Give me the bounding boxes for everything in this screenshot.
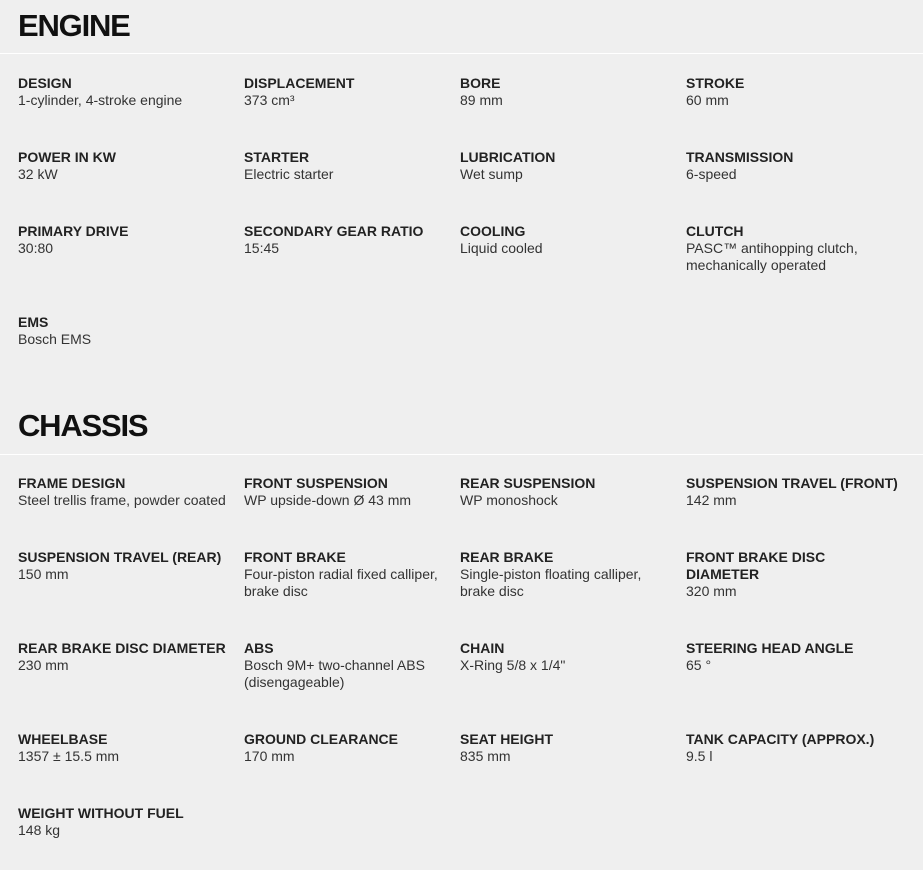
spec-label: CHAIN <box>460 640 505 656</box>
spec-label: DISPLACEMENT <box>244 75 355 91</box>
spec-value: WP monoshock <box>460 492 558 508</box>
spec-label: STROKE <box>686 75 745 91</box>
spec-value: PASC™ antihopping clutch, mechanically operated <box>686 240 858 273</box>
spec-rear-brake <box>460 549 660 600</box>
spec-value: 89 mm <box>460 92 503 108</box>
spec-value: 320 mm <box>686 583 737 599</box>
spec-value: WP upside-down Ø 43 mm <box>244 492 412 508</box>
spec-value: 32 kW <box>18 166 58 182</box>
spec-label: TANK CAPACITY (APPROX.) <box>686 731 875 747</box>
spec-value: 373 cm³ <box>244 92 295 108</box>
spec-label: PRIMARY DRIVE <box>18 223 129 239</box>
spec-label: TRANSMISSION <box>686 149 794 165</box>
spec-value: 15:45 <box>244 240 280 256</box>
spec-label: FRONT BRAKE <box>244 549 346 565</box>
spec-label: WHEELBASE <box>18 731 108 747</box>
spec-ems <box>18 314 240 348</box>
spec-label: REAR SUSPENSION <box>460 475 596 491</box>
chassis-section-title: CHASSIS <box>18 408 148 443</box>
spec-cooling <box>460 223 682 257</box>
spec-value: 30:80 <box>18 240 54 256</box>
spec-label: STARTER <box>244 149 310 165</box>
spec-value: 65 ° <box>686 657 712 673</box>
spec-label: FRAME DESIGN <box>18 475 126 491</box>
spec-frame-design <box>18 475 240 509</box>
spec-clutch <box>686 223 886 274</box>
spec-label: REAR BRAKE <box>460 549 554 565</box>
spec-suspension-travel-front <box>686 475 908 509</box>
engine-divider <box>0 53 923 54</box>
spec-label: GROUND CLEARANCE <box>244 731 398 747</box>
spec-front-brake-disc-diameter <box>686 549 876 600</box>
spec-label: BORE <box>460 75 501 91</box>
spec-front-suspension <box>244 475 454 509</box>
spec-value: Bosch EMS <box>18 331 92 347</box>
spec-value: 6-speed <box>686 166 737 182</box>
spec-design <box>18 75 240 109</box>
spec-label: FRONT BRAKE DISC DIAMETER <box>686 549 826 582</box>
spec-label: COOLING <box>460 223 526 239</box>
spec-rear-suspension <box>460 475 682 509</box>
spec-value: Single-piston floating calliper, brake disc <box>460 566 642 599</box>
spec-starter <box>244 149 454 183</box>
spec-front-brake <box>244 549 454 600</box>
spec-value: 9.5 l <box>686 748 713 764</box>
spec-value: Bosch 9M+ two-channel ABS (disengageable) <box>244 657 425 690</box>
spec-suspension-travel-rear <box>18 549 240 583</box>
chassis-divider <box>0 454 923 455</box>
spec-value: 1357 ± 15.5 mm <box>18 748 120 764</box>
spec-value: 142 mm <box>686 492 737 508</box>
spec-label: ABS <box>244 640 274 656</box>
spec-stroke <box>686 75 908 109</box>
spec-value: Wet sump <box>460 166 523 182</box>
spec-label: FRONT SUSPENSION <box>244 475 388 491</box>
spec-value: 170 mm <box>244 748 295 764</box>
spec-secondary-gear-ratio <box>244 223 454 257</box>
spec-label: DESIGN <box>18 75 72 91</box>
spec-seat-height <box>460 731 682 765</box>
spec-steering-head-angle <box>686 640 908 674</box>
spec-value: Steel trellis frame, powder coated <box>18 492 226 508</box>
spec-label: SUSPENSION TRAVEL (REAR) <box>18 549 222 565</box>
spec-label: STEERING HEAD ANGLE <box>686 640 854 656</box>
spec-ground-clearance <box>244 731 454 765</box>
spec-value: 148 kg <box>18 822 61 838</box>
spec-label: EMS <box>18 314 49 330</box>
spec-value: Liquid cooled <box>460 240 543 256</box>
spec-rear-brake-disc-diameter <box>18 640 240 674</box>
spec-label: SECONDARY GEAR RATIO <box>244 223 424 239</box>
spec-label: SEAT HEIGHT <box>460 731 554 747</box>
spec-lubrication <box>460 149 682 183</box>
spec-abs <box>244 640 444 691</box>
spec-bore <box>460 75 682 109</box>
spec-label: CLUTCH <box>686 223 744 239</box>
spec-transmission <box>686 149 908 183</box>
spec-value: 230 mm <box>18 657 69 673</box>
spec-value: X-Ring 5/8 x 1/4" <box>460 657 566 673</box>
spec-label: REAR BRAKE DISC DIAMETER <box>18 640 226 656</box>
spec-label: POWER IN KW <box>18 149 116 165</box>
spec-label: SUSPENSION TRAVEL (FRONT) <box>686 475 898 491</box>
engine-section-title: ENGINE <box>18 8 130 43</box>
spec-value: Electric starter <box>244 166 334 182</box>
spec-weight-without-fuel <box>18 805 240 839</box>
spec-label: WEIGHT WITHOUT FUEL <box>18 805 184 821</box>
spec-chain <box>460 640 682 674</box>
spec-label: LUBRICATION <box>460 149 556 165</box>
spec-value: 835 mm <box>460 748 511 764</box>
spec-primary-drive <box>18 223 240 257</box>
spec-value: 60 mm <box>686 92 729 108</box>
spec-wheelbase <box>18 731 240 765</box>
spec-displacement <box>244 75 454 109</box>
spec-value: Four-piston radial fixed calliper, brake disc <box>244 566 438 599</box>
spec-value: 150 mm <box>18 566 69 582</box>
spec-value: 1-cylinder, 4-stroke engine <box>18 92 183 108</box>
spec-tank-capacity <box>686 731 908 765</box>
spec-power <box>18 149 240 183</box>
